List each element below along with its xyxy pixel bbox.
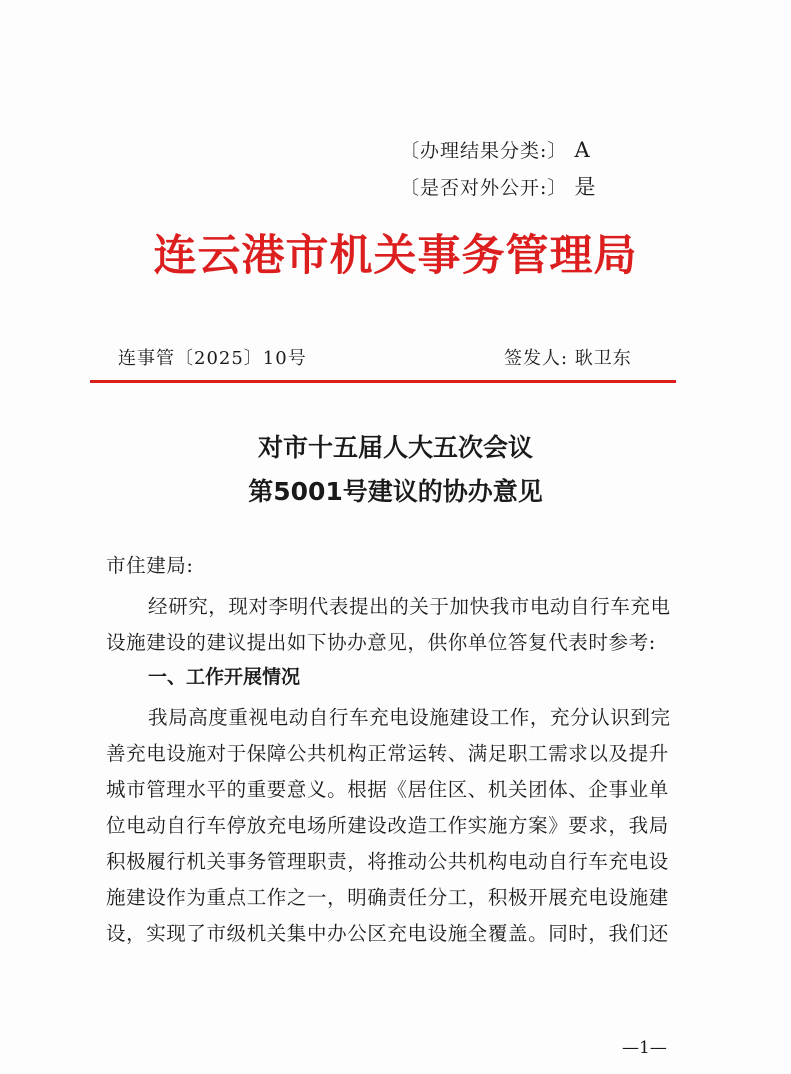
paragraph-line: 设施建设的建议提出如下协办意见，供你单位答复代表时参考: [106,631,656,654]
issuer: 签发人: 耿卫东 [504,348,632,369]
paragraph-line: 城市管理水平的重要意义。根据《居住区、机关团体、企事业单 [106,778,669,801]
public-label: 〔是否对外公开:〕 [400,177,568,199]
paragraph-line: 位电动自行车停放充电场所建设改造工作实施方案》要求，我局 [106,814,669,837]
classification-line [400,136,591,163]
public-value: 是 [574,175,597,199]
document-title-line1: 对市十五届人大五次会议 [257,433,533,462]
page-number: —1— [622,1038,667,1058]
paragraph-line: 善充电设施对于保障公共机构正常运转、满足职工需求以及提升 [106,742,669,765]
salutation: 市住建局: [106,554,194,577]
paragraph-line: 经研究，现对李明代表提出的关于加快我市电动自行车充电 [148,595,671,618]
public-line [400,171,596,201]
paragraph-line: 设，实现了市级机关集中办公区充电设施全覆盖。同时，我们还 [106,922,669,945]
paragraph-line: 积极履行机关事务管理职责，将推动公共机构电动自行车充电设 [106,850,669,873]
classification-label: 〔办理结果分类:〕 [400,140,568,162]
organization-title: 连云港市机关事务管理局 [153,231,638,281]
section-heading: 一、工作开展情况 [148,666,301,688]
document-number: 连事管〔2025〕10号 [118,348,307,369]
red-divider [90,380,676,383]
paragraph-line: 施建设作为重点工作之一，明确责任分工，积极开展充电设施建 [106,886,669,909]
classification-value: A [574,138,591,162]
paragraph-line: 我局高度重视电动自行车充电设施建设工作，充分认识到完 [148,706,671,729]
document-title-line2: 第5001号建议的协办意见 [248,477,543,506]
